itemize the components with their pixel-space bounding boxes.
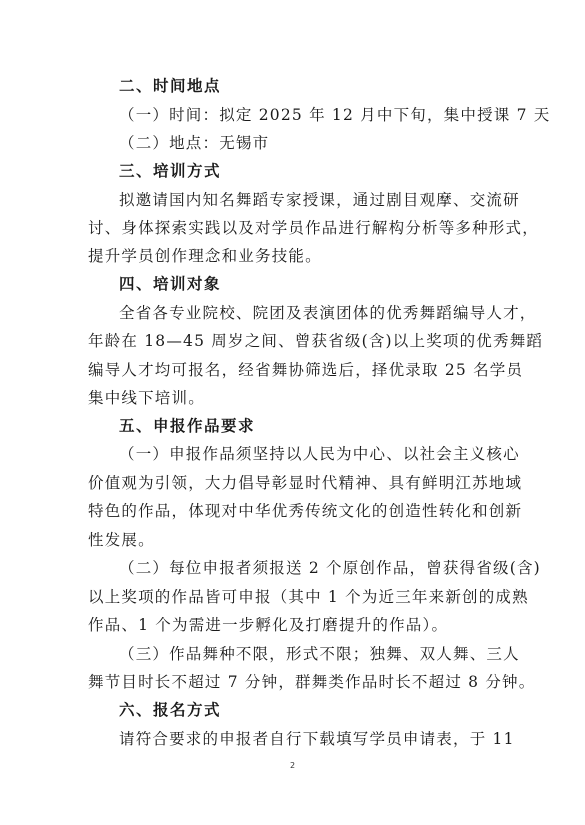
requirement-1-line-1: （一）申报作品须坚持以人民为中心、以社会主义核心: [119, 445, 520, 463]
registration-line-1: 请符合要求的申报者自行下载填写学员申请表，于 11: [119, 730, 515, 748]
requirement-2-line-2: 以上奖项的作品皆可申报（其中 1 个为近三年来新创的成熟: [88, 588, 529, 606]
requirement-3-line-1: （三）作品舞种不限，形式不限；独舞、双人舞、三人: [119, 645, 520, 663]
method-line-2: 讨、身体探索实践以及对学员作品进行解构分析等多种形式，: [88, 219, 539, 237]
requirement-1-line-2: 价值观为引领，大力倡导彰显时代精神、具有鲜明江苏地域: [88, 474, 523, 492]
page-number: 2: [289, 761, 296, 770]
time-item: （一）时间：拟定 2025 年 12 月中下旬，集中授课 7 天: [119, 106, 551, 124]
requirement-3-line-2: 舞节目时长不超过 7 分钟，群舞类作品时长不超过 8 分钟。: [88, 673, 536, 691]
section-heading-requirements: 五、申报作品要求: [119, 417, 256, 435]
section-heading-method: 三、培训方式: [119, 162, 222, 180]
place-item: （二）地点：无锡市: [119, 134, 270, 152]
requirement-1-line-3: 特色的作品，体现对中华优秀传统文化的创造性转化和创新: [88, 502, 523, 520]
audience-line-3: 编导人才均可报名，经省舞协筛选后，择优录取 25 名学员: [88, 361, 524, 379]
section-heading-time-place: 二、时间地点: [119, 77, 222, 95]
requirement-2-line-1: （二）每位申报者须报送 2 个原创作品，曾获得省级(含): [119, 559, 541, 577]
section-heading-registration: 六、报名方式: [119, 701, 222, 719]
requirement-1-line-4: 性发展。: [88, 531, 155, 549]
section-heading-audience: 四、培训对象: [119, 275, 222, 293]
method-line-1: 拟邀请国内知名舞蹈专家授课，通过剧目观摩、交流研: [119, 191, 520, 209]
requirement-2-line-3: 作品、1 个为需进一步孵化及打磨提升的作品）。: [88, 616, 449, 634]
audience-line-4: 集中线下培训。: [88, 389, 205, 407]
audience-line-2: 年龄在 18—45 周岁之间、曾获省级(含)以上奖项的优秀舞蹈: [88, 332, 544, 350]
audience-line-1: 全省各专业院校、院团及表演团体的优秀舞蹈编导人才，: [119, 304, 537, 322]
method-line-3: 提升学员创作理念和业务技能。: [88, 247, 322, 265]
